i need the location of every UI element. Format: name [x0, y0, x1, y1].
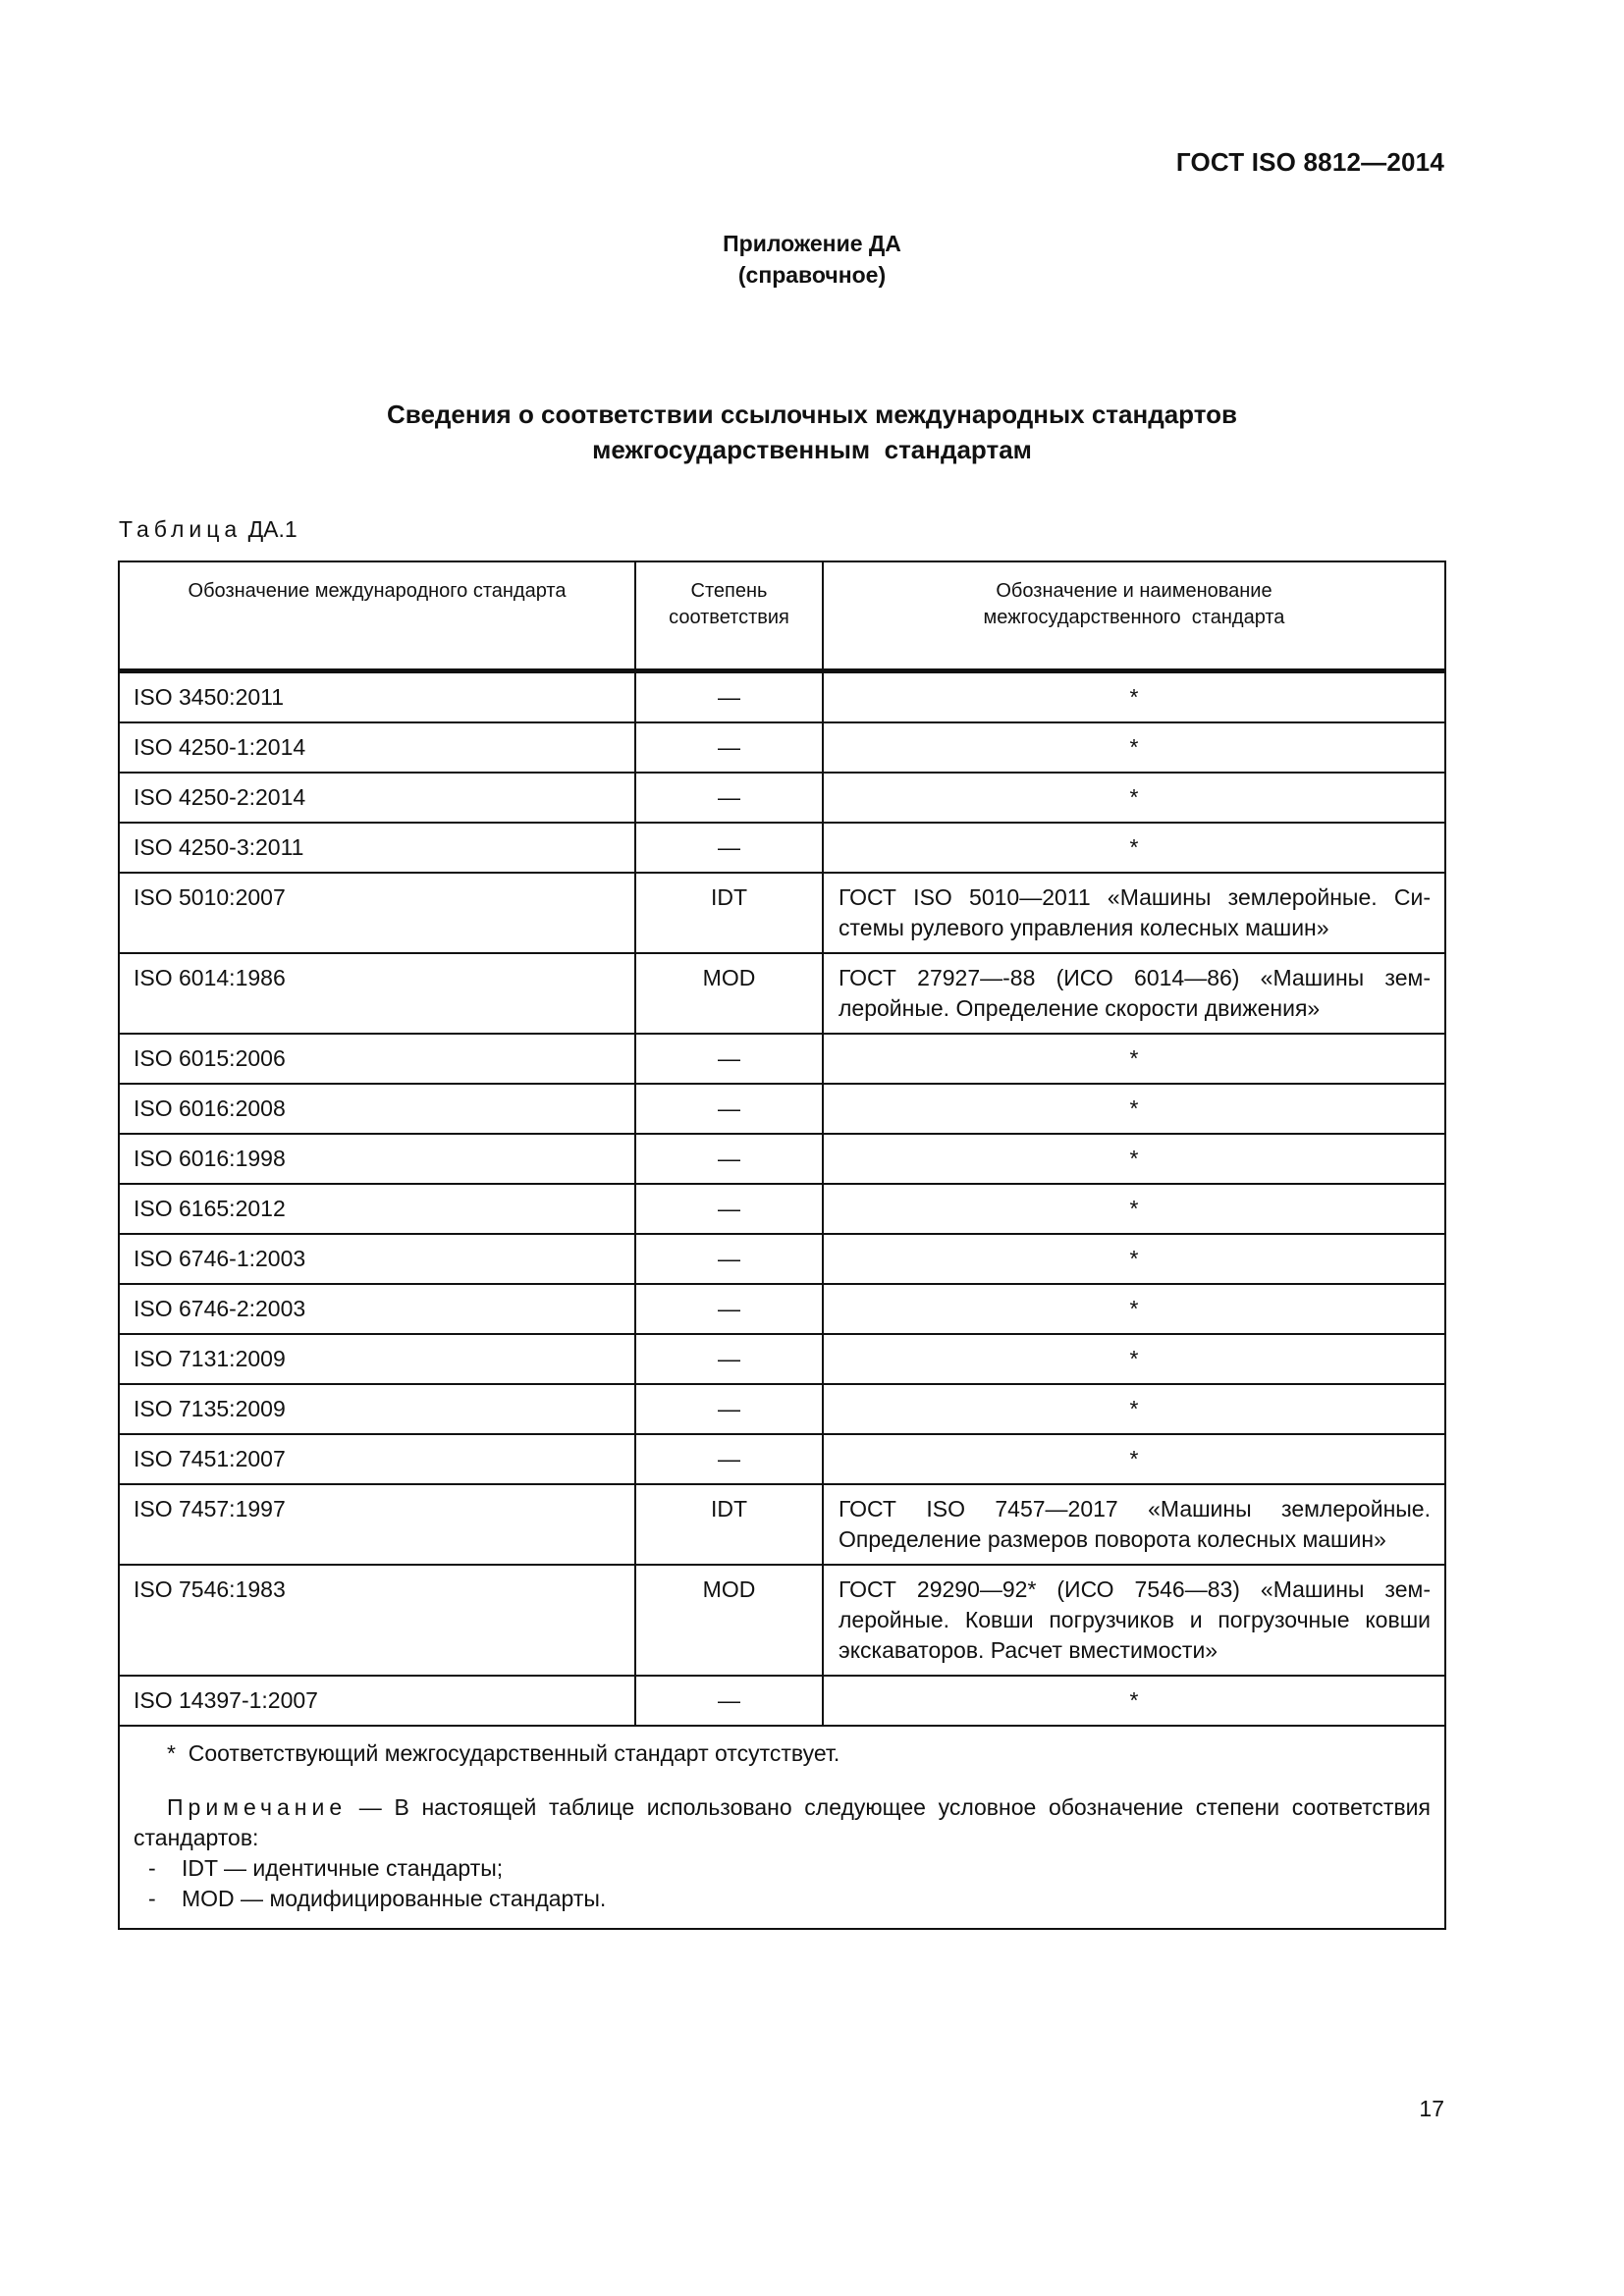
appendix-subtitle: (справочное) — [737, 262, 887, 288]
table-row — [119, 1084, 1445, 1134]
table-header-row — [119, 561, 1445, 671]
table-caption-word: Таблица — [119, 516, 243, 542]
cell-degree: — — [635, 1334, 823, 1384]
table-row — [119, 1565, 1445, 1676]
cell-standard: ISO 7546:1983 — [119, 1565, 635, 1676]
cell-standard: ISO 5010:2007 — [119, 873, 635, 953]
note — [134, 1792, 1431, 1853]
note-item-mod: - MOD — модифицированные стандарты. — [148, 1886, 607, 1911]
cell-standard: ISO 7131:2009 — [119, 1334, 635, 1384]
table-row — [119, 1484, 1445, 1565]
table-row — [119, 1334, 1445, 1384]
cell-interstate-standard: ГОСТ ISO 5010—2011 «Машины землеройные. Системы рулевого управления колесных машин» — [823, 873, 1445, 953]
cell-degree: MOD — [635, 1565, 823, 1676]
cell-interstate-standard: * — [823, 1034, 1445, 1084]
cell-degree: — — [635, 1034, 823, 1084]
cell-interstate-standard: * — [823, 1184, 1445, 1234]
note-text: — В настоящей таблице использовано следующее условное обозначение степени соответствия стандартов: — [134, 1794, 1431, 1850]
cell-standard: ISO 6165:2012 — [119, 1184, 635, 1234]
table-row — [119, 773, 1445, 823]
table-row — [119, 823, 1445, 873]
page-number: 17 — [1419, 2096, 1444, 2121]
section-title-line-2: межгосударственным стандартам — [592, 435, 1032, 464]
table-row — [119, 1134, 1445, 1184]
cell-standard: ISO 6746-1:2003 — [119, 1234, 635, 1284]
table-row — [119, 873, 1445, 953]
table-row — [119, 1434, 1445, 1484]
header-interstate-standard: Обозначение и наименование межгосударственного стандарта — [823, 561, 1445, 671]
cell-degree: — — [635, 773, 823, 823]
cell-standard: ISO 4250-3:2011 — [119, 823, 635, 873]
cell-standard: ISO 6015:2006 — [119, 1034, 635, 1084]
cell-degree: — — [635, 671, 823, 723]
table-row — [119, 1034, 1445, 1084]
cell-degree: — — [635, 722, 823, 773]
table-row — [119, 953, 1445, 1034]
table-row — [119, 1384, 1445, 1434]
cell-interstate-standard: * — [823, 1676, 1445, 1726]
note-item-idt: - IDT — идентичные стандарты; — [148, 1855, 504, 1881]
footnote: * Соответствующий межгосударственный стандарт отсутствует. — [167, 1740, 840, 1766]
cell-interstate-standard: ГОСТ 27927—-88 (ИСО 6014—86) «Машины землеройные. Определение скорости движения» — [823, 953, 1445, 1034]
cell-degree: — — [635, 1434, 823, 1484]
cell-standard: ISO 6016:2008 — [119, 1084, 635, 1134]
appendix-heading — [0, 228, 1624, 291]
cell-standard: ISO 6746-2:2003 — [119, 1284, 635, 1334]
cell-interstate-standard: * — [823, 1334, 1445, 1384]
cell-standard: ISO 4250-1:2014 — [119, 722, 635, 773]
cell-degree: — — [635, 1084, 823, 1134]
table-row — [119, 1284, 1445, 1334]
cell-interstate-standard: * — [823, 1434, 1445, 1484]
cell-degree: IDT — [635, 1484, 823, 1565]
cell-degree: MOD — [635, 953, 823, 1034]
header-international-standard: Обозначение международного стандарта — [119, 561, 635, 671]
table-row — [119, 1184, 1445, 1234]
cell-standard: ISO 7457:1997 — [119, 1484, 635, 1565]
cell-interstate-standard: * — [823, 1084, 1445, 1134]
cell-interstate-standard: * — [823, 773, 1445, 823]
section-title-line-1: Сведения о соответствии ссылочных международных стандартов — [387, 400, 1237, 429]
table-row — [119, 1676, 1445, 1726]
cell-standard: ISO 7451:2007 — [119, 1434, 635, 1484]
cell-interstate-standard: * — [823, 1134, 1445, 1184]
cell-standard: ISO 6016:1998 — [119, 1134, 635, 1184]
section-title — [0, 397, 1624, 467]
note-word: Примечание — [167, 1794, 348, 1820]
cell-degree: — — [635, 1676, 823, 1726]
cell-standard: ISO 6014:1986 — [119, 953, 635, 1034]
cell-degree: — — [635, 1284, 823, 1334]
cell-degree: — — [635, 1134, 823, 1184]
correspondence-table — [118, 561, 1446, 1930]
cell-degree: — — [635, 823, 823, 873]
table-row — [119, 1234, 1445, 1284]
cell-degree: IDT — [635, 873, 823, 953]
cell-interstate-standard: * — [823, 671, 1445, 723]
document-code: ГОСТ ISO 8812—2014 — [1175, 147, 1444, 177]
table-row — [119, 671, 1445, 723]
table-footer-row — [119, 1726, 1445, 1929]
cell-degree: — — [635, 1384, 823, 1434]
cell-interstate-standard: ГОСТ 29290—92* (ИСО 7546—83) «Машины землеройные. Ковши погрузчиков и погрузочные ковши экскаваторов. Расчет вместимости» — [823, 1565, 1445, 1676]
cell-interstate-standard: ГОСТ ISO 7457—2017 «Машины землеройные. Определение размеров поворота колесных машин» — [823, 1484, 1445, 1565]
cell-degree: — — [635, 1184, 823, 1234]
table-footer — [119, 1726, 1445, 1929]
appendix-title: Приложение ДА — [723, 231, 901, 256]
cell-standard: ISO 14397-1:2007 — [119, 1676, 635, 1726]
cell-interstate-standard: * — [823, 1284, 1445, 1334]
table-row — [119, 722, 1445, 773]
table-caption-number: ДА.1 — [247, 516, 298, 542]
cell-interstate-standard: * — [823, 722, 1445, 773]
cell-interstate-standard: * — [823, 1384, 1445, 1434]
cell-standard: ISO 4250-2:2014 — [119, 773, 635, 823]
cell-interstate-standard: * — [823, 823, 1445, 873]
table-caption — [119, 516, 298, 543]
header-degree: Степень соответствия — [635, 561, 823, 671]
cell-degree: — — [635, 1234, 823, 1284]
cell-standard: ISO 3450:2011 — [119, 671, 635, 723]
cell-interstate-standard: * — [823, 1234, 1445, 1284]
cell-standard: ISO 7135:2009 — [119, 1384, 635, 1434]
